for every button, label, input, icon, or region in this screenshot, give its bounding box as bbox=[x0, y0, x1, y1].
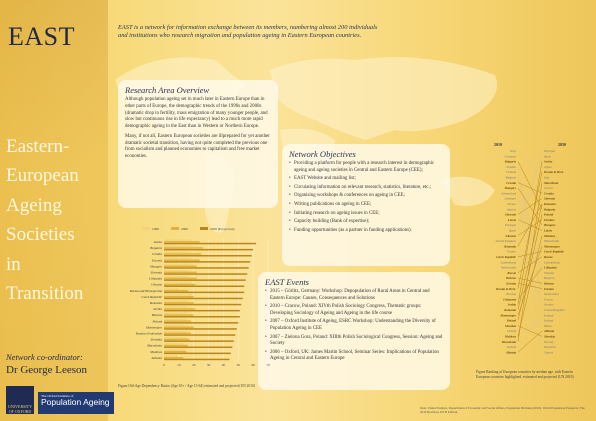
right-country-label: Greece bbox=[544, 186, 553, 191]
right-country-label: Slovenia bbox=[544, 196, 556, 201]
bar bbox=[164, 282, 191, 284]
right-country-label: Norway bbox=[544, 339, 554, 344]
right-country-label: Bosnia & Herz. bbox=[544, 170, 564, 175]
right-country-label: Belgium bbox=[544, 276, 555, 281]
research-paragraph-1: Although population ageing set in much later in Eastern Europe than in other parts of Europe, the demographic trends of the 1990s and 2000s (dramatic drop in fertility, mass emigration of many younger people, and slow but continuous rise in life expectancy) lead to a much more rapid demographic ageing in the East than in Western or Northern Europe. bbox=[125, 97, 268, 130]
events-list bbox=[265, 289, 443, 363]
category-label: Russia and Herzegovina bbox=[129, 288, 162, 293]
event-item: • 2007 – Zielona Gora, Poland: XIIIth Polish Sociological Congress, Session: Ageing and Society bbox=[265, 335, 443, 348]
bar bbox=[164, 308, 195, 310]
objectives-list bbox=[289, 161, 443, 234]
category-label: Slovenia bbox=[150, 270, 162, 275]
chart-caption: Figure Old-Age Dependency Ratios (Age 65+ / Age 15-64) estimated and projected (UN 2010) bbox=[118, 384, 256, 388]
right-country-label: Switzerland bbox=[544, 292, 559, 297]
left-country-label: Finland bbox=[506, 170, 516, 175]
left-country-label: Ireland bbox=[507, 329, 516, 334]
bar bbox=[164, 359, 229, 361]
research-paragraph-2: Many, if not all, Eastern European societies are illprepared for yet another dramatic societal transition, having not quite completed the previous one from socialism and planned economies to capitalism and free market economies. bbox=[125, 133, 270, 160]
right-country-label: Macedonia bbox=[544, 180, 559, 185]
left-country-label: Albania bbox=[505, 350, 516, 355]
bar bbox=[164, 307, 186, 309]
bar bbox=[164, 273, 247, 275]
left-country-label: Germany bbox=[504, 154, 516, 159]
legend-item: 2050 (Projection) bbox=[200, 227, 235, 231]
left-country-label: Slovenia bbox=[504, 212, 516, 217]
events-card bbox=[258, 272, 450, 390]
right-country-label: Croatia bbox=[544, 191, 554, 196]
objective-item: • Organising workshops & conferences on ageing in CEE; bbox=[289, 193, 443, 200]
bar bbox=[164, 288, 179, 290]
right-country-label: Spain bbox=[544, 154, 552, 159]
year-right-label: 2050 bbox=[558, 142, 566, 147]
bar bbox=[164, 347, 232, 349]
institute-logo-small: The Oxford Institute of bbox=[41, 394, 74, 398]
left-country-label: Croatia bbox=[506, 180, 516, 185]
left-country-label: Poland bbox=[506, 318, 516, 323]
right-country-label: Sweden bbox=[544, 302, 554, 307]
right-country-label: Luxembourg bbox=[544, 260, 560, 265]
x-tick-label: 0 bbox=[163, 363, 165, 367]
subtitle-line: Transition bbox=[6, 283, 84, 305]
slope-chart-svg bbox=[476, 140, 586, 362]
x-tick-label: 60 bbox=[251, 363, 255, 367]
rank-line bbox=[518, 236, 542, 337]
right-country-label: Serbia bbox=[544, 159, 553, 164]
left-country-label: Netherlands bbox=[500, 265, 516, 270]
left-country-label: Czech Republic bbox=[496, 255, 516, 259]
bar bbox=[164, 333, 191, 335]
subtitle-line: Societies bbox=[6, 224, 75, 246]
right-country-label: Latvia bbox=[544, 228, 553, 233]
rank-line bbox=[518, 161, 542, 209]
right-country-label: Japan bbox=[544, 164, 552, 169]
objective-item: • Funding opportunities (as a partner in funding applications). bbox=[289, 228, 443, 235]
rank-line bbox=[518, 331, 542, 352]
bar bbox=[164, 255, 252, 257]
poster-subtitle bbox=[6, 132, 110, 309]
category-label: Bulgaria bbox=[150, 246, 162, 251]
left-country-label: Latvia bbox=[507, 217, 516, 222]
left-country-label: Montenegro bbox=[500, 313, 516, 318]
left-country-label: Belgium bbox=[505, 175, 516, 180]
event-item: • 2007 – Oxford Institute of Ageing, ESRC Workshop: Understanding the Diversity of Population Ageing in CEE bbox=[265, 319, 443, 332]
x-tick-label: 30 bbox=[206, 363, 211, 367]
left-country-label: Slovakia bbox=[504, 323, 516, 328]
year-left-label: 2010 bbox=[494, 142, 502, 147]
right-country-label: Italy bbox=[544, 175, 550, 180]
left-country-label: Macedonia bbox=[501, 339, 516, 344]
rank-line bbox=[518, 151, 542, 178]
bar bbox=[164, 249, 253, 251]
oxford-logo-text: UNIVERSITY OF OXFORD bbox=[8, 404, 32, 414]
bar bbox=[164, 343, 183, 345]
left-country-label: Iceland bbox=[506, 345, 516, 350]
right-country-label: Cyprus bbox=[544, 350, 553, 355]
bar bbox=[164, 328, 237, 330]
dependency-ratio-chart bbox=[118, 217, 272, 388]
bar bbox=[164, 241, 200, 243]
bar bbox=[164, 294, 192, 296]
category-label: Moldova bbox=[150, 349, 162, 354]
legend-item: 2000 bbox=[171, 227, 188, 231]
objectives-card bbox=[282, 144, 450, 266]
left-country-label: Serbia bbox=[507, 302, 516, 307]
objective-item: • EAST Website and mailing list; bbox=[289, 176, 443, 183]
research-heading: Research Area Overview bbox=[125, 85, 210, 95]
bar bbox=[164, 337, 186, 339]
bar bbox=[164, 319, 186, 321]
right-country-label: Hungary bbox=[544, 223, 556, 228]
x-tick-label: 10 bbox=[177, 363, 181, 367]
bar bbox=[164, 304, 241, 306]
institute-logo bbox=[38, 392, 114, 414]
bar bbox=[164, 325, 185, 327]
event-item: • 2010 – Cracow, Poland: XIVth Polish Sociology Congress, Thematic groups: Developing Sociology of Ageing and Ageing in the life course bbox=[265, 304, 443, 317]
bar bbox=[164, 353, 231, 355]
right-country-label: Lithuania bbox=[544, 265, 557, 270]
data-source: Data: United Nations, Department of Economic and Social Affairs, Population Division (2010). World Population Prospects: The 2010 Revision, DVD Edition. bbox=[420, 406, 585, 414]
left-country-label: Austria bbox=[506, 207, 516, 212]
intro-text: EAST is a network for information exchange between its members, numbering almost 200 individuals and institutions who research migration and population ageing in Eastern European countries. bbox=[118, 24, 378, 40]
slope-caption: Figure Ranking of European countries by median age, with Eastern European countries highlighted, estimated and projected (UN 2010) bbox=[476, 370, 574, 379]
bar bbox=[164, 286, 244, 288]
chart-legend bbox=[142, 217, 272, 235]
objective-item: • Circulating information on relevant research, statistics, literature, etc.; bbox=[289, 185, 443, 192]
bar bbox=[164, 243, 256, 245]
right-country-label: Slovakia bbox=[544, 334, 556, 339]
category-label: Estonia bbox=[151, 258, 162, 263]
left-country-label: Romania bbox=[504, 244, 516, 249]
bar bbox=[164, 340, 234, 342]
bar bbox=[164, 320, 191, 322]
left-country-label: Portugal bbox=[504, 223, 516, 228]
institute-logo-big: Population Ageing bbox=[41, 397, 110, 407]
objectives-heading: Network Objectives bbox=[289, 149, 356, 159]
bar bbox=[164, 327, 194, 329]
right-country-label: Denmark bbox=[544, 345, 556, 350]
left-country-label: United Kingdom bbox=[495, 239, 516, 244]
rank-line bbox=[518, 252, 542, 300]
left-country-label: Bosnia & Herz. bbox=[496, 286, 516, 291]
rank-line bbox=[518, 204, 542, 246]
right-country-label: Belarus bbox=[544, 281, 554, 286]
left-country-label: Estonia bbox=[506, 281, 516, 286]
bar bbox=[164, 339, 189, 341]
bar bbox=[164, 314, 194, 316]
left-country-label: Bulgaria bbox=[504, 159, 516, 164]
objective-item: • Initiating research on ageing issues in CEE; bbox=[289, 211, 443, 218]
right-country-label: Portugal bbox=[544, 149, 556, 153]
category-label: Serbia bbox=[153, 307, 162, 312]
bar bbox=[164, 261, 250, 263]
bar bbox=[164, 290, 188, 292]
objective-item: • Writing publications on ageing in CEE; bbox=[289, 202, 443, 209]
right-country-label: France bbox=[544, 297, 553, 302]
left-country-label: Spain bbox=[508, 228, 516, 233]
left-country-label: Italy bbox=[510, 149, 516, 153]
x-tick-label: 70 bbox=[266, 363, 270, 367]
right-country-label: Netherlands bbox=[544, 239, 560, 244]
bar bbox=[164, 357, 183, 359]
legend-item: 1990 bbox=[142, 227, 159, 231]
left-country-label: Denmark bbox=[504, 196, 516, 201]
right-country-label: Malta bbox=[544, 323, 552, 328]
bar bbox=[164, 266, 197, 268]
median-age-ranking bbox=[476, 140, 586, 378]
bar bbox=[164, 334, 235, 336]
bar bbox=[164, 278, 197, 280]
category-label: Poland bbox=[152, 319, 162, 324]
objective-item: • Providing a platform for people with a research interest in demographic ageing and ageing societies in Central and Eastern Europe (CEE); bbox=[289, 161, 443, 174]
bar bbox=[164, 259, 200, 261]
rank-line bbox=[518, 315, 542, 347]
left-country-label: Luxembourg bbox=[500, 260, 516, 265]
left-country-label: Sweden bbox=[506, 164, 516, 169]
right-country-label: Finland bbox=[544, 270, 554, 275]
subtitle-line: in bbox=[6, 253, 21, 275]
bar bbox=[164, 267, 249, 269]
category-label: Belarus bbox=[151, 313, 162, 318]
right-country-label: Moldova bbox=[544, 233, 556, 238]
category-label: Slovakia bbox=[150, 337, 162, 342]
bar bbox=[164, 279, 246, 281]
left-country-label: Belarus bbox=[506, 276, 516, 281]
category-label: Croatia bbox=[151, 252, 162, 257]
research-overview-card bbox=[118, 80, 278, 208]
bar bbox=[164, 349, 185, 351]
bar bbox=[164, 258, 191, 260]
category-label: Montenegro bbox=[146, 325, 162, 330]
bar bbox=[164, 310, 240, 312]
bar bbox=[164, 284, 195, 286]
bar bbox=[164, 316, 240, 318]
subtitle-line: Eastern- bbox=[6, 136, 70, 157]
right-country-label: Poland bbox=[544, 212, 554, 217]
bar bbox=[164, 264, 194, 266]
event-item: • 2006 – Oxford, UK: James Martin School, Seminar Series: Implications of Population Ageing in Central and Eastern Europe bbox=[265, 350, 443, 363]
bar bbox=[164, 272, 197, 274]
left-country-label: Ukraine bbox=[505, 233, 516, 238]
bar bbox=[164, 270, 188, 272]
bar bbox=[164, 253, 201, 255]
bar bbox=[164, 298, 243, 300]
category-label: Russian Federation bbox=[136, 331, 162, 336]
coordinator-label: Network co-ordinator: bbox=[6, 352, 83, 362]
right-country-label: Russia bbox=[544, 255, 553, 259]
left-country-label: Greece bbox=[507, 202, 516, 206]
category-label: Czech Republic bbox=[141, 294, 162, 299]
bar bbox=[164, 313, 188, 315]
bar bbox=[164, 351, 186, 353]
objective-item: • Capacity building (Bank of expertise); bbox=[289, 219, 443, 226]
category-label: Lithuania bbox=[149, 276, 162, 281]
right-country-label: United Kingdom bbox=[544, 308, 565, 312]
right-country-label: Albania bbox=[544, 329, 555, 334]
x-tick-label: 20 bbox=[192, 363, 196, 367]
subtitle-line: Ageing bbox=[6, 194, 62, 216]
category-label: Latvia bbox=[153, 240, 162, 244]
left-country-label: Russia bbox=[507, 270, 516, 275]
left-country-label: Moldova bbox=[504, 334, 516, 339]
x-tick-label: 40 bbox=[221, 363, 226, 367]
oxford-logo bbox=[6, 386, 34, 414]
bar bbox=[164, 239, 191, 241]
bar-chart-svg bbox=[118, 237, 272, 377]
coordinator-name: Dr George Leeson bbox=[6, 364, 88, 376]
x-tick-label: 50 bbox=[236, 363, 240, 367]
right-country-label: Montenegro bbox=[544, 244, 560, 249]
event-item: • 2015 – Görlitz, Germany: Workshop: Depopulation of Rural Areas in Central and Eastern Europe: Causes, Consequences and Solutions bbox=[265, 289, 443, 302]
category-label: Macedonia bbox=[147, 343, 162, 348]
bar bbox=[164, 331, 186, 333]
subtitle-line: European bbox=[6, 165, 79, 187]
events-heading: EAST Events bbox=[265, 277, 309, 287]
left-country-label: Hungary bbox=[504, 186, 516, 191]
bar bbox=[164, 345, 188, 347]
category-label: Albania bbox=[151, 355, 162, 360]
right-country-label: Estonia bbox=[544, 286, 554, 291]
bar bbox=[164, 302, 194, 304]
left-country-label: Switzerland bbox=[501, 191, 516, 196]
category-label: Romania bbox=[150, 301, 162, 305]
bar bbox=[164, 322, 238, 324]
bar bbox=[164, 276, 188, 278]
right-country-label: Romania bbox=[544, 202, 556, 206]
right-country-label: Ukraine bbox=[544, 217, 555, 222]
left-country-label: France bbox=[507, 249, 516, 254]
bar bbox=[164, 247, 203, 249]
bar bbox=[164, 292, 244, 294]
left-country-label: Romania bbox=[504, 308, 516, 312]
bar bbox=[164, 246, 194, 248]
left-country-label: Lithuania bbox=[503, 297, 516, 302]
category-label: Hungary bbox=[150, 264, 162, 269]
bar bbox=[164, 300, 188, 302]
right-country-label: Czech Republic bbox=[544, 249, 564, 254]
bar bbox=[164, 296, 194, 298]
right-country-label: Ireland bbox=[544, 318, 553, 323]
right-country-label: Iceland bbox=[544, 313, 554, 318]
right-country-label: Bulgaria bbox=[544, 207, 556, 212]
bar bbox=[164, 252, 189, 254]
left-country-label: Norway bbox=[506, 292, 516, 297]
poster-title: EAST bbox=[8, 22, 75, 51]
bar bbox=[164, 355, 177, 357]
category-label: Ukraine bbox=[151, 282, 162, 287]
